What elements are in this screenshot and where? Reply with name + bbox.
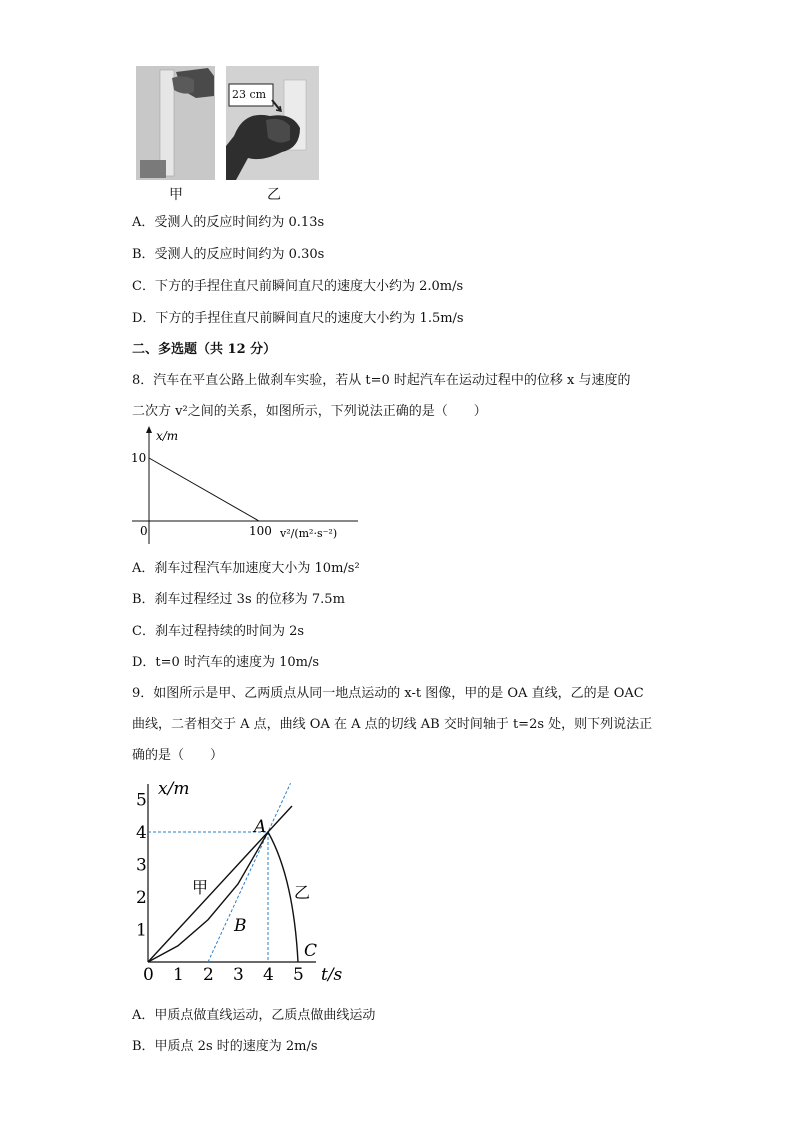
q8-x-label: v²/(m²·s⁻²) <box>280 527 338 540</box>
photo-yi <box>226 66 319 180</box>
q9-y-tick-4: 4 <box>136 823 147 843</box>
q9-x-tick-0: 0 <box>143 965 154 985</box>
q9-label-yi: 乙 <box>294 883 311 902</box>
q9-label-jia: 甲 <box>192 878 209 897</box>
q9-curve-yi <box>148 832 298 962</box>
q9-y-tick-1: 1 <box>136 920 147 941</box>
q8-option-a: A．刹车过程汽车加速度大小为 10m/s² <box>132 561 360 576</box>
q9-x-tick-4: 4 <box>263 965 274 985</box>
q9-x-tick-5: 5 <box>293 965 304 985</box>
ruler-pinch-photo <box>226 66 319 180</box>
q9-y-label: x/m <box>158 779 190 799</box>
q8-option-b: B．刹车过程经过 3s 的位移为 7.5m <box>132 592 345 607</box>
q7-option-c: C．下方的手捏住直尺前瞬间直尺的速度大小约为 2.0m/s <box>132 279 464 294</box>
q8-y-label: x/m <box>156 429 179 443</box>
q8-x-tick-100: 100 <box>249 524 272 538</box>
q8-chart <box>128 424 368 546</box>
q9-x-tick-2: 2 <box>203 965 214 985</box>
caption-jia: 甲 <box>169 187 183 203</box>
q8-y-tick-10: 10 <box>131 451 147 465</box>
q7-option-b: B．受测人的反应时间约为 0.30s <box>132 247 325 262</box>
q9-chart <box>128 774 358 988</box>
q9-tangent-AB <box>208 783 291 962</box>
q8-option-c: C．刹车过程持续的时间为 2s <box>132 624 305 639</box>
q9-y-tick-3: 3 <box>136 855 147 876</box>
q9-label-A: A <box>254 817 267 837</box>
ruler-hand-photo <box>136 66 215 180</box>
q8-option-d: D．t=0 时汽车的速度为 10m/s <box>132 655 319 670</box>
q9-option-b: B．甲质点 2s 时的速度为 2m/s <box>132 1039 318 1054</box>
q9-option-a: A．甲质点做直线运动，乙质点做曲线运动 <box>132 1008 376 1023</box>
q9-y-tick-2: 2 <box>136 888 147 908</box>
q8-x-tick-0: 0 <box>140 524 148 538</box>
q9-stem-line2: 曲线，二者相交于 A 点，曲线 OA 在 A 点的切线 AB 交时间轴于 t=2s 处，则下列说法正 <box>132 717 653 732</box>
caption-yi: 乙 <box>267 187 281 203</box>
q7-option-a: A．受测人的反应时间约为 0.13s <box>132 215 325 230</box>
q9-label-B: B <box>234 916 247 936</box>
q9-x-tick-1: 1 <box>173 965 184 985</box>
photo-jia <box>136 66 215 180</box>
q9-line-jia <box>148 806 292 962</box>
q8-stem-line2: 二次方 v²之间的关系，如图所示，下列说法正确的是（ ） <box>132 404 487 419</box>
q8-stem-line1: 8．汽车在平直公路上做刹车实验，若从 t=0 时起汽车在运动过程中的位移 x 与速度的 <box>132 373 631 388</box>
q9-x-label: t/s <box>321 965 343 985</box>
q9-stem-line3: 确的是（ ） <box>132 748 224 763</box>
q7-option-d: D．下方的手捏住直尺前瞬间直尺的速度大小约为 1.5m/s <box>132 311 464 326</box>
q9-y-tick-5: 5 <box>136 790 147 811</box>
q9-stem-line1: 9．如图所示是甲、乙两质点从同一地点运动的 x-t 图像，甲的是 OA 直线，乙的是 OAC <box>132 686 644 701</box>
q9-label-C: C <box>304 941 318 961</box>
q8-series-line <box>149 458 259 521</box>
section-title: 二、多选题（共 12 分） <box>132 342 277 357</box>
q9-x-tick-3: 3 <box>233 965 244 985</box>
photo-yi-label: 23 cm <box>232 88 267 101</box>
